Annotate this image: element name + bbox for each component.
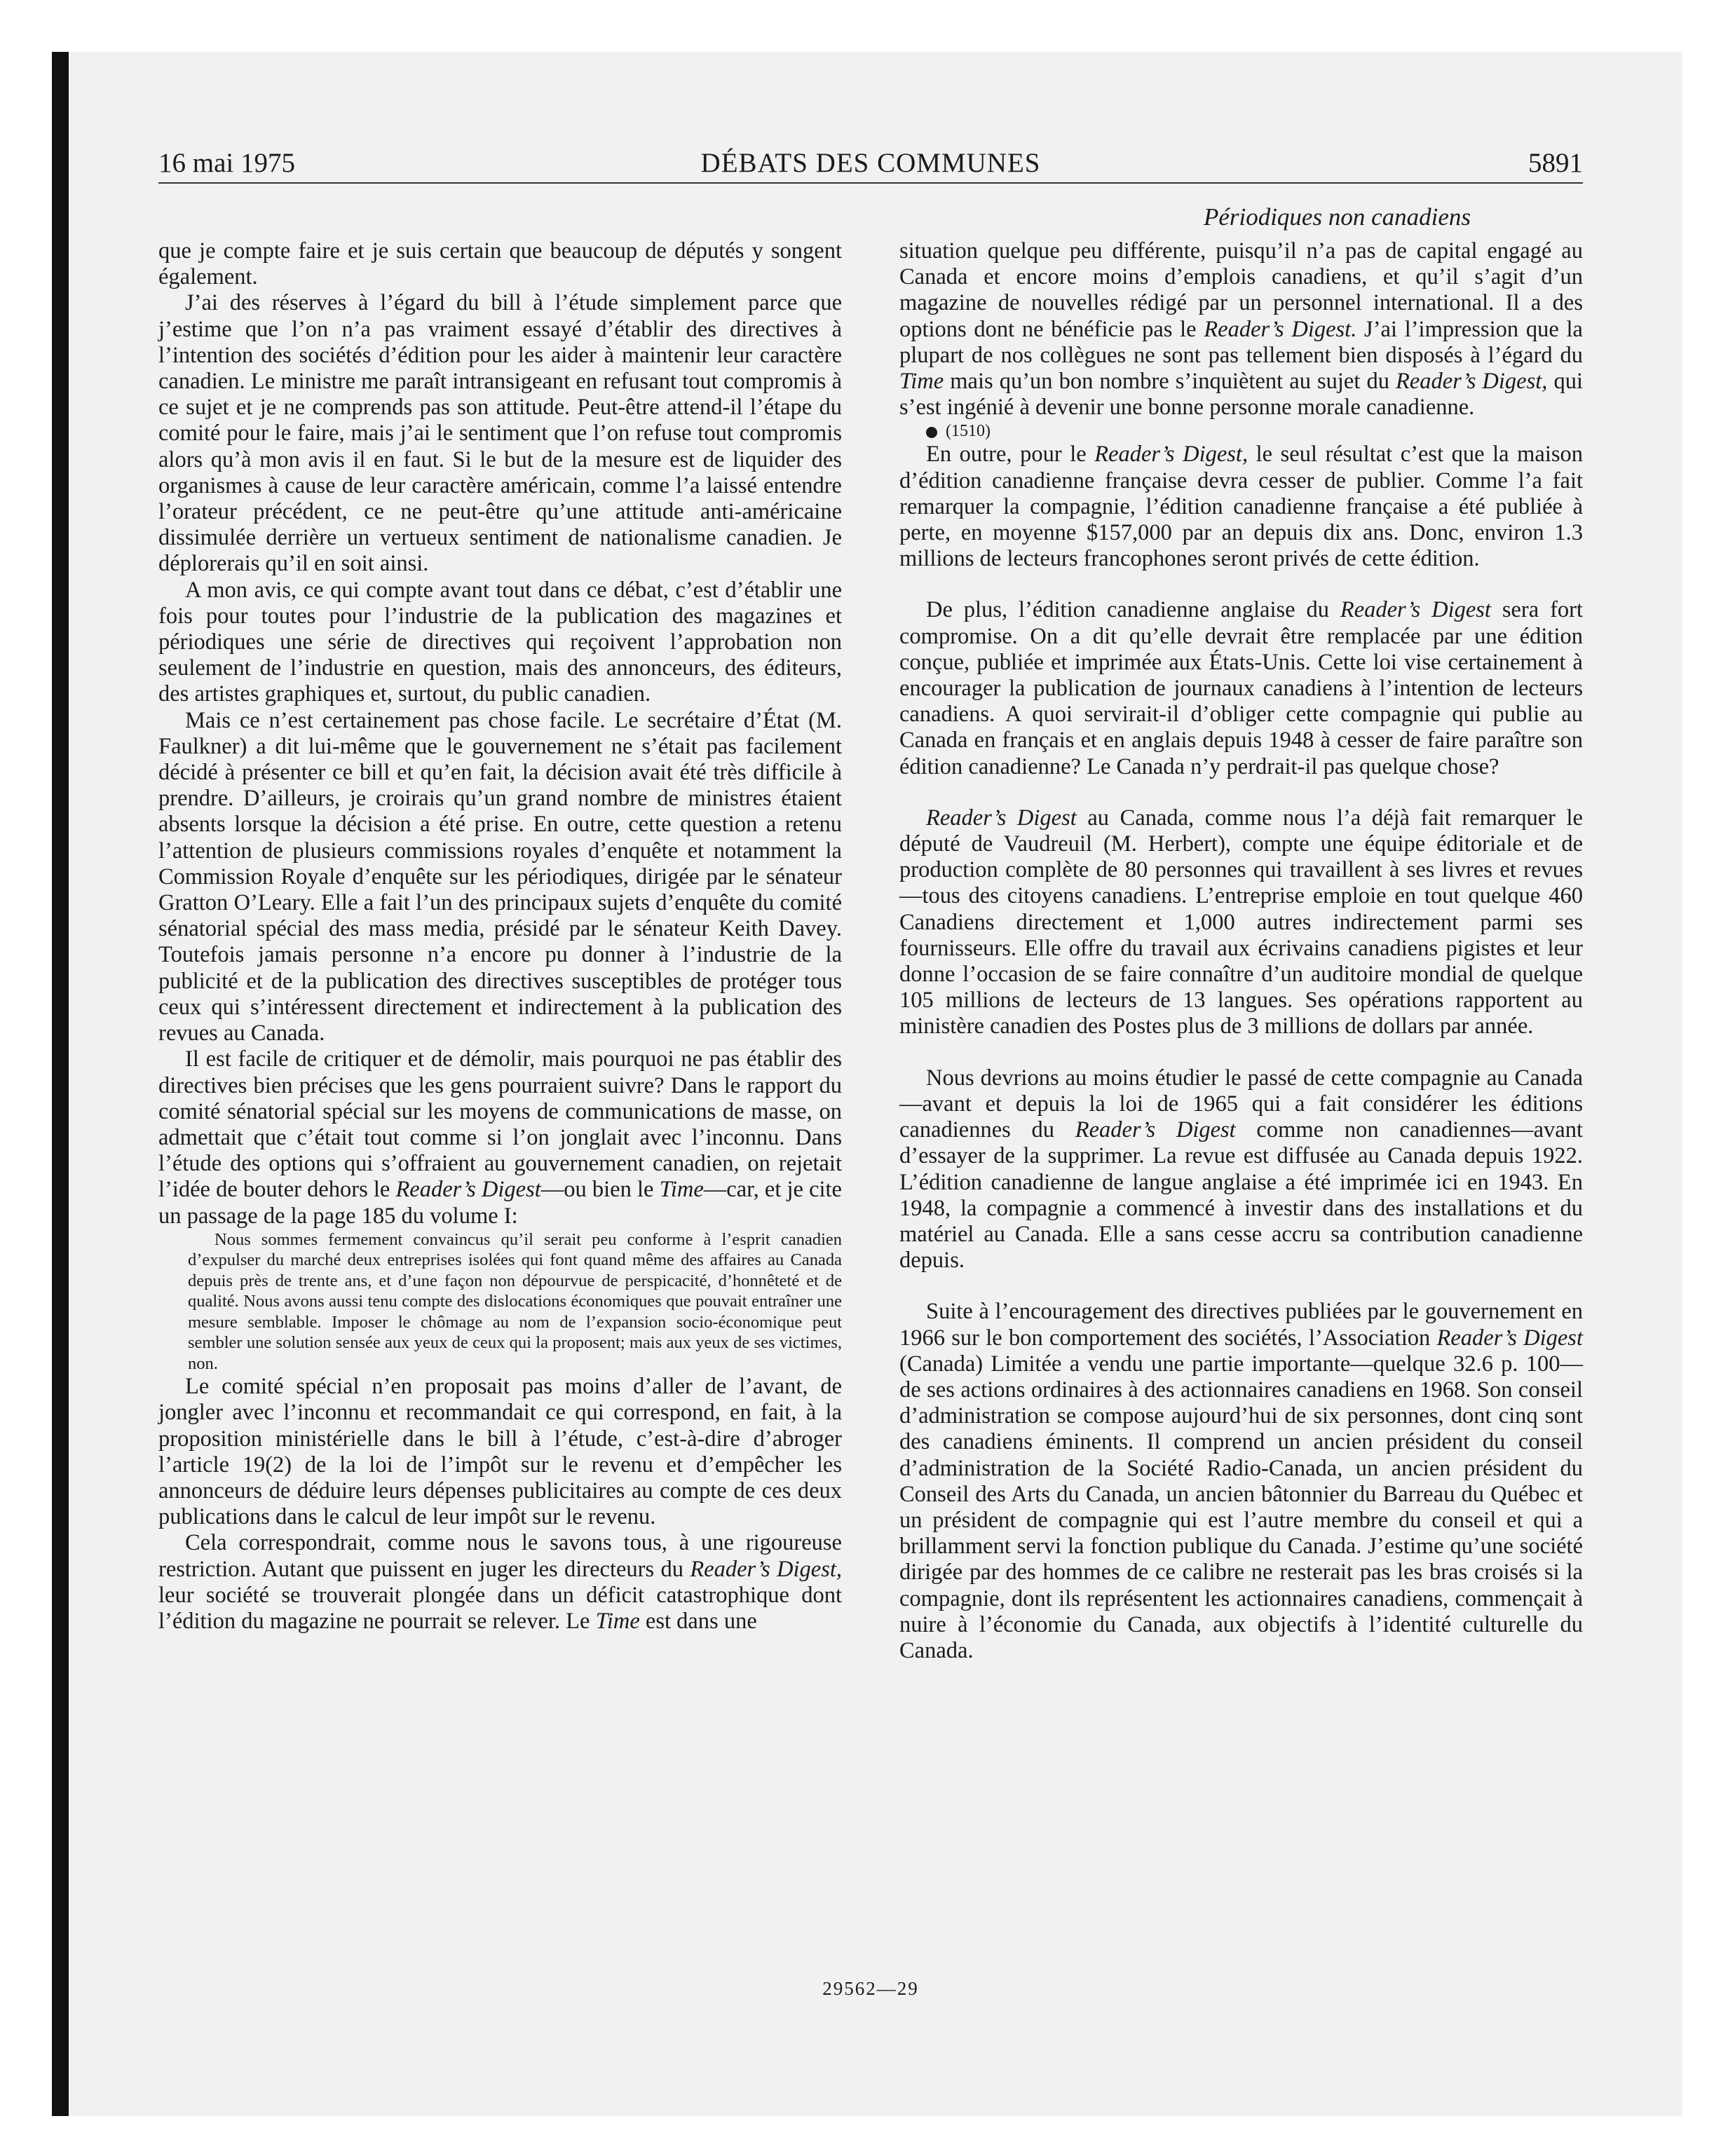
block-quote: Nous sommes fermement convaincus qu’il serait peu conforme à l’esprit canadien d’expulser du marché deux entreprises isolées qui font quand même des affaires au Canada depuis près de trente ans, et d’une façon non dépourvue de perspicacité, d’honnêteté et de qualité. Nous avons aussi tenu compte des dislocations économiques que pouvait entraîner une mesure semblable. Imposer le chômage au nom de l’expansion socio-économique peut sembler une solution sensée aux yeux de ceux qui la proposent; mais aux yeux de ses victimes, non.	[188, 1229, 842, 1373]
publication-name: Reader’s Digest	[1436, 1325, 1583, 1351]
paragraph	[899, 805, 1583, 1040]
paragraph: Le comité spécial n’en proposait pas moins d’aller de l’avant, de jongler avec l’inconnu et recommandait ce qui correspond, en fait, à la proposition ministérielle dans le bill à l’étude, c’est-à-dire d’abroger l’article 19(2) de la loi de l’impôt sur le revenu et d’empêcher les annonceurs de déduire leurs dépenses publicitaires au compte de ces deux publications dans le calcul de leur impôt sur le revenu.	[158, 1374, 842, 1530]
header-page-number: 5891	[1528, 148, 1583, 178]
paragraph	[158, 1530, 842, 1635]
running-header	[158, 147, 1583, 186]
text-run: En outre, pour le	[926, 442, 1095, 468]
paragraph	[899, 597, 1583, 779]
text-run: le seul résultat c’est que la maison d’édition canadienne française devra cesser de publier. Comme l’a fait remarquer la compagnie, l’édition canadienne française a été publiée à perte, en moyenne $157,000 par an depuis dix ans. Donc, environ 1.3 millions de lecteurs francophones seront privés de cette édition.	[899, 442, 1583, 572]
text-run: situation quelque peu différente, puisqu’il n’a pas de capital engagé au Canada et encore moins d’emplois canadiens, et qu’il s’agit d’un magazine de nouvelles rédigé par un personnel international. Il a des options dont ne bénéficie pas le	[899, 238, 1583, 342]
text-run: Il est facile de critiquer et de démolir, mais pourquoi ne pas établir des directives bien précises que les gens pourraient suivre? Dans le rapport du comité sénatorial spécial sur les moyens de communications de masse, on admettait que c’était tout comme si l’on jonglait avec l’inconnu. Dans l’étude des options qui s’offraient au gouvernement canadien, on rejetait l’idée de bouter dehors le	[158, 1046, 842, 1203]
text-run: —car, et je cite un passage de la page 185 du volume I:	[158, 1177, 842, 1229]
paragraph: que je compte faire et je suis certain que beaucoup de députés y songent également.	[158, 238, 842, 290]
text-run: au Canada, comme nous l’a déjà fait remarquer le député de Vaudreuil (M. Herbert), compte une équipe éditoriale et de production complète de 80 personnes qui travaillent à ses livres et revues—tous des citoyens canadiens. L’entreprise emploie en tout quelque 460 Canadiens directement et 1,000 autres indirectement parmi ses fournisseurs. Elle offre du travail aux écrivains canadiens pigistes et leur donne l’occasion de se faire connaître d’un auditoire mondial de quelque 105 millions de lecteurs de 13 langues. Ses opérations rapportent au ministère canadien des Postes plus de 3 millions de dollars par année.	[899, 805, 1583, 1039]
text-run: Cela correspondrait, comme nous le savons tous, à une rigoureuse restriction. Autant que puissent en juger les directeurs du	[158, 1530, 842, 1582]
right-column	[899, 238, 1583, 1664]
paragraph: J’ai des réserves à l’égard du bill à l’étude simplement parce que j’estime que l’on n’a pas vraiment essayé d’établir des directives à l’intention des sociétés d’édition pour les aider à maintenir leur caractère canadien. Le ministre me paraît intransigeant en refusant tout compromis à ce sujet et je ne comprends pas son attitude. Peut-être attend-il l’étape du comité pour le faire, mais j’ai le sentiment que l’on refuse tout compromis alors qu’à mon avis il en faut. Si le but de la mesure est de liquider des organismes à cause de leur caractère américain, comme l’a laissé entendre l’orateur précédent, ce ne peut-être qu’une attitude anti-américaine dissimulée derrière un vertueux sentiment de nationalisme canadien. Je déplorerais qu’il en soit ainsi.	[158, 290, 842, 577]
publication-name: Reader’s Digest	[1075, 1117, 1236, 1143]
paragraph	[899, 442, 1583, 572]
text-run: (Canada) Limitée a vendu une partie importante—quelque 32.6 p. 100—de ses actions ordinaires à des actionnaires canadiens en 1968. Son conseil d’administration se compose aujourd’hui de six personnes, dont cinq sont des canadiens éminents. Il comprend un ancien président du conseil d’administration de la Société Radio-Canada, un ancien président du Conseil des Arts du Canada, un ancien bâtonnier du Barreau du Québec et un président de compagnie qui est l’autre membre du conseil et qui a brillamment servi la fonction publique du Canada. J’estime qu’une société dirigée par des hommes de ce calibre ne resterait pas les bras croisés si la compagnie, dont ils représentent les actionnaires canadiens, commençait à nuire à l’économie du Canada, aux objectifs à l’identité culturelle du Canada.	[899, 1351, 1583, 1663]
text-run: qui s’est ingénié à devenir une bonne personne morale canadienne.	[899, 369, 1583, 421]
text-run: J’ai l’impression que la plupart de nos collègues ne sont pas tellement bien disposés à l’égard du	[899, 316, 1583, 368]
header-rule	[158, 182, 1583, 184]
text-run: est dans une	[639, 1609, 757, 1635]
text-run: Nous devrions au moins étudier le passé de cette compagnie au Canada—avant et depuis la loi de 1965 qui a fait considérer les éditions canadiennes du	[899, 1065, 1583, 1143]
publication-name: Time	[899, 369, 944, 395]
time-marker-label: (1510)	[946, 422, 991, 441]
paragraph	[158, 1046, 842, 1229]
header-publication: DÉBATS DES COMMUNES	[700, 148, 1041, 178]
publication-name: Reader’s Digest	[926, 805, 1077, 831]
text-run: Suite à l’encouragement des directives publiées par le gouvernement en 1966 sur le bon comportement des sociétés, l’Association	[899, 1299, 1583, 1351]
publication-name: Reader’s Digest,	[1094, 442, 1248, 468]
section-subheading: Périodiques non canadiens	[1203, 203, 1471, 231]
page-footer-code: 29562—29	[822, 1978, 919, 1999]
text-run: sera fort compromise. On a dit qu’elle devrait être remplacée par une édition conçue, publiée et imprimée aux États-Unis. Cette loi vise certainement à encourager la publication de journaux canadiens à l’intention de lecteurs canadiens. A quoi servirait-il d’obliger cette compagnie qui publie au Canada en français et en anglais depuis 1948 à cesser de faire paraître son édition canadienne? Le Canada n’y perdrait-il pas quelque chose?	[899, 597, 1583, 779]
text-run: leur société se trouverait plongée dans un déficit catastrophique dont l’édition du magazine ne pourrait se relever. Le	[158, 1582, 842, 1635]
publication-name: Reader’s Digest	[395, 1177, 541, 1203]
time-marker	[899, 421, 1583, 442]
text-run: —ou bien le	[540, 1177, 660, 1203]
left-column	[158, 238, 842, 1635]
document-page	[158, 147, 1583, 2082]
publication-name: Time	[595, 1609, 640, 1635]
bullet-icon	[926, 427, 937, 438]
paragraph: Mais ce n’est certainement pas chose facile. Le secrétaire d’État (M. Faulkner) a dit lui-même que le gouvernement ne s’était pas facilement décidé à présenter ce bill et qu’en fait, la décision avait été très difficile à prendre. D’ailleurs, je croirais qu’un grand nombre de ministres étaient absents lorsque la décision a été prise. En outre, cette question a retenu l’attention de plusieurs commissions royales d’enquête et notamment la Commission Royale d’enquête sur les périodiques, dirigée par le sénateur Gratton O’Leary. Elle a fait l’un des principaux sujets d’enquête du comité sénatorial spécial des mass media, présidé par le sénateur Keith Davey. Toutefois jamais personne n’a encore pu donner à l’industrie de la publicité et de la publication des directives susceptibles de protéger tous ceux qui s’intéressent directement et indirectement à la publication des revues au Canada.	[158, 707, 842, 1046]
scan-edge-bar	[52, 52, 69, 2116]
publication-name: Reader’s Digest	[1340, 597, 1491, 623]
paragraph	[899, 1065, 1583, 1274]
publication-name: Reader’s Digest.	[1204, 316, 1357, 342]
text-run: mais qu’un bon nombre s’inquiètent au sujet du	[944, 369, 1396, 395]
publication-name: Reader’s Digest,	[1396, 369, 1548, 395]
publication-name: Time	[659, 1177, 704, 1203]
text-run: comme non canadiennes—avant d’essayer de la supprimer. La revue est diffusée au Canada depuis 1922. L’édition canadienne de langue anglaise a été imprimée ici en 1943. En 1948, la compagnie a commencé à investir dans des installations et du matériel au Canada. Elle a sans cesse accru sa contribution canadienne depuis.	[899, 1117, 1583, 1274]
header-date: 16 mai 1975	[158, 148, 295, 178]
paragraph	[899, 1299, 1583, 1664]
paragraph	[899, 238, 1583, 421]
publication-name: Reader’s Digest,	[690, 1556, 842, 1582]
text-run: De plus, l’édition canadienne anglaise du	[926, 597, 1340, 623]
paragraph: A mon avis, ce qui compte avant tout dans ce débat, c’est d’établir une fois pour toutes pour l’industrie de la publication des magazines et périodiques une série de directives qui reçoivent l’approbation non seulement de l’industrie en question, mais des annonceurs, des éditeurs, des artistes graphiques et, surtout, du public canadien.	[158, 577, 842, 707]
